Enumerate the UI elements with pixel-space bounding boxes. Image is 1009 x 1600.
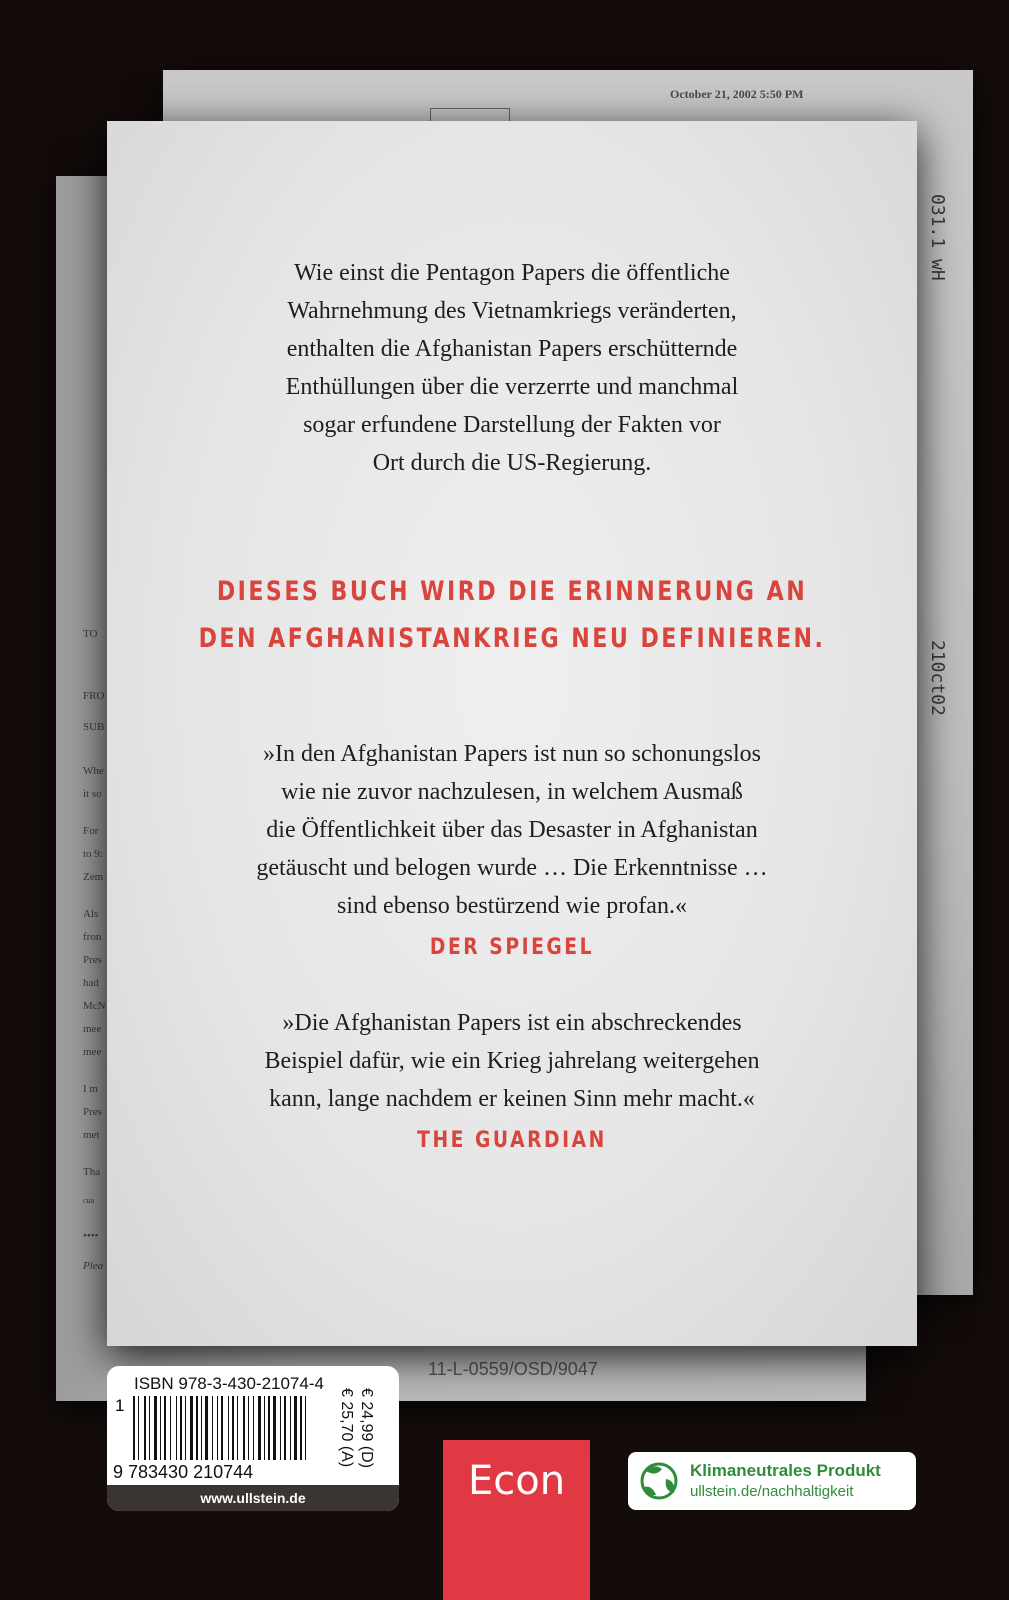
- margin-snippet: mee: [83, 1046, 102, 1058]
- barcode-bar: [138, 1396, 139, 1460]
- margin-snippet: met: [83, 1129, 100, 1141]
- margin-snippet: had: [83, 977, 99, 989]
- headline: [180, 568, 844, 662]
- barcode-bar: [253, 1396, 254, 1460]
- margin-snippet: I m: [83, 1083, 98, 1095]
- barcode-bar: [264, 1396, 265, 1460]
- quote-line: wie nie zuvor nachzulesen, in welchem Ausmaß: [281, 779, 743, 805]
- margin-snippet: Zem: [83, 871, 104, 883]
- barcode-bar: [170, 1396, 171, 1460]
- barcode-lead-digit: 1: [115, 1396, 125, 1415]
- publisher-logo: [443, 1440, 590, 1600]
- quote-guardian: [107, 1004, 917, 1160]
- barcode-bar: [205, 1396, 208, 1460]
- margin-snippet: Pres: [83, 954, 102, 966]
- barcode-bars: [117, 1396, 347, 1460]
- quote-line: sind ebenso bestürzend wie profan.«: [337, 893, 687, 919]
- barcode-bar: [243, 1396, 245, 1460]
- quote-line: die Öffentlichkeit über das Desaster in Afghanistan: [266, 817, 758, 843]
- barcode-bar: [232, 1396, 234, 1460]
- barcode-bar: [300, 1396, 302, 1460]
- margin-snippet: it so: [83, 788, 102, 800]
- barcode-bar: [228, 1396, 229, 1460]
- margin-snippet: fron: [83, 931, 102, 943]
- barcode-bar: [305, 1396, 306, 1460]
- quote-line: »In den Afghanistan Papers ist nun so schonungslos: [263, 741, 761, 767]
- barcode-bar: [248, 1396, 249, 1460]
- margin-snippet: For: [83, 825, 99, 837]
- margin-snippet: mee: [83, 1023, 102, 1035]
- publisher-website: www.ullstein.de: [107, 1485, 399, 1511]
- margin-snippet: to 9:: [83, 848, 103, 860]
- blurb: [107, 254, 917, 482]
- barcode-bar: [294, 1396, 297, 1460]
- blurb-line: Ort durch die US-Regierung.: [372, 450, 652, 476]
- blurb-line: sogar erfundene Darstellung der Fakten vor: [303, 412, 721, 438]
- price-austria: € 25,70 (A): [338, 1388, 355, 1468]
- barcode-bar: [160, 1396, 161, 1460]
- barcode-bar: [164, 1396, 166, 1460]
- barcode-bar: [149, 1396, 150, 1460]
- margin-snippet: McN: [83, 1000, 106, 1012]
- barcode-bar: [284, 1396, 286, 1460]
- blurb-line: Wahrnehmung des Vietnamkriegs veränderten,: [287, 298, 737, 324]
- margin-snippet: Als: [83, 908, 99, 920]
- barcode-bar: [290, 1396, 291, 1460]
- quote-source: DER SPIEGEL: [429, 935, 595, 960]
- barcode-bar: [258, 1396, 261, 1460]
- barcode-bar: [212, 1396, 213, 1460]
- barcode-bar: [201, 1396, 202, 1460]
- margin-snippet: ••••: [83, 1230, 99, 1242]
- publisher-name: Econ: [467, 1458, 566, 1504]
- headline-line-2: DEN AFGHANISTANKRIEG NEU DEFINIEREN.: [198, 623, 826, 654]
- margin-snippet: Plea: [83, 1260, 104, 1272]
- barcode-bar: [180, 1396, 182, 1460]
- climate-badge-title: Klimaneutrales Produkt: [690, 1461, 881, 1480]
- barcode-bar: [190, 1396, 193, 1460]
- price-germany: € 24,99 (D): [358, 1388, 375, 1469]
- margin-snippet: TO: [83, 628, 98, 640]
- quote-line: »Die Afghanistan Papers ist ein abschreckendes: [282, 1010, 742, 1036]
- barcode-bar: [268, 1396, 270, 1460]
- margin-snippet: FRO: [83, 690, 105, 702]
- barcode-bar: [176, 1396, 177, 1460]
- handwritten-note-bottom: 210ct02: [927, 640, 948, 716]
- blurb-line: Wie einst die Pentagon Papers die öffentliche: [294, 260, 730, 286]
- barcode-bar: [221, 1396, 223, 1460]
- barcode-bar: [133, 1396, 135, 1460]
- barcode-bar: [144, 1396, 146, 1460]
- barcode-bar: [185, 1396, 186, 1460]
- handwritten-note-top: 031.1 wH: [927, 194, 948, 281]
- margin-snippet: Pres: [83, 1106, 102, 1118]
- quote-line: kann, lange nachdem er keinen Sinn mehr macht.«: [269, 1086, 755, 1112]
- blurb-line: enthalten die Afghanistan Papers erschütternde: [286, 336, 738, 362]
- margin-snippet: Tha: [83, 1166, 101, 1178]
- isbn-number: ISBN 978-3-430-21074-4: [134, 1374, 324, 1393]
- climate-badge-url: ullstein.de/nachhaltigkeit: [690, 1483, 854, 1500]
- barcode-bar: [154, 1396, 157, 1460]
- quote-line: getäuscht und belogen wurde … Die Erkenntnisse …: [256, 855, 768, 881]
- margin-snippet: SUB: [83, 721, 105, 733]
- barcode-digits: 9 783430 210744: [113, 1462, 254, 1482]
- front-document: [107, 121, 917, 1346]
- headline-line-1: DIESES BUCH WIRD DIE ERINNERUNG AN: [216, 576, 808, 607]
- leaf-globe-icon: [636, 1459, 682, 1503]
- document-code: 11-L-0559/OSD/9047: [428, 1359, 598, 1379]
- quote-source: THE GUARDIAN: [417, 1128, 607, 1153]
- document-timestamp: October 21, 2002 5:50 PM: [670, 87, 804, 101]
- barcode-bar: [280, 1396, 281, 1460]
- quote-line: Beispiel dafür, wie ein Krieg jahrelang weitergehen: [264, 1048, 760, 1074]
- barcode-bar: [273, 1396, 276, 1460]
- margin-snippet: Whe: [83, 765, 104, 777]
- blurb-line: Enthüllungen über die verzerrte und manchmal: [285, 374, 739, 400]
- barcode-bar: [217, 1396, 218, 1460]
- barcode-bar: [237, 1396, 238, 1460]
- isbn-barcode: [107, 1366, 399, 1511]
- margin-snippet: cua: [83, 1196, 95, 1205]
- barcode-bar: [196, 1396, 198, 1460]
- quote-spiegel: [107, 735, 917, 967]
- climate-neutral-badge: [628, 1452, 916, 1510]
